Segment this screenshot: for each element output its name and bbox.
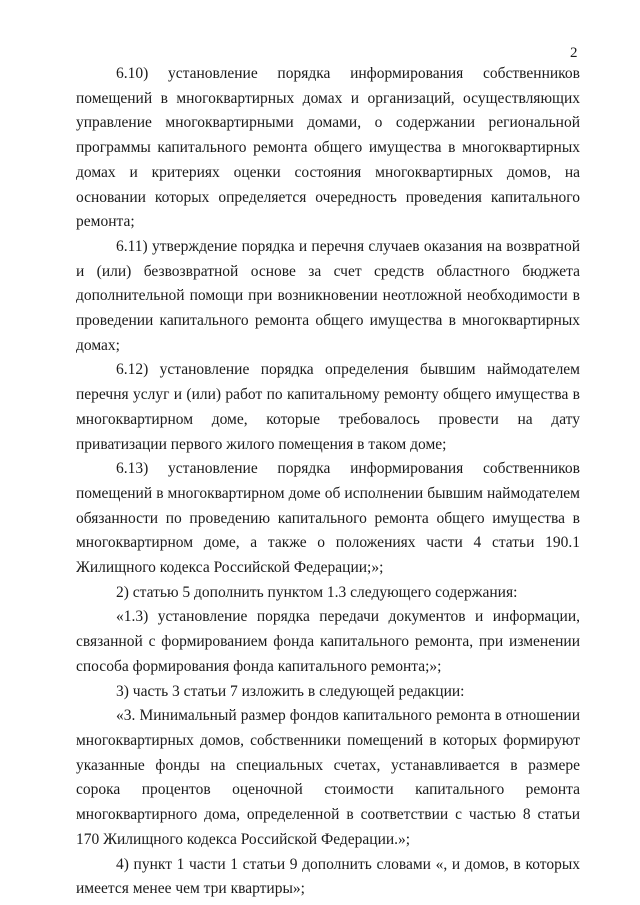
paragraph-6-12: 6.12) установление порядка определения бывшим наймодателем перечня услуг и (или) работ по капитальному ремонту общего имущества в многоквартирном доме, которые требовалось провести на дату приватизации первого жилого помещения в таком доме; [76, 361, 580, 453]
paragraph-item-2: 2) статью 5 дополнить пунктом 1.3 следующего содержания: [116, 583, 518, 601]
paragraph-6-11: 6.11) утверждение порядка и перечня случаев оказания на возвратной и (или) безвозвратной основе за счет средств областного бюджета дополнительной помощи при возникновении неотложной необходимости в проведении капитального ремонта общего имущества в многоквартирных домах; [76, 237, 580, 354]
paragraph-6-13: 6.13) установление порядка информирования собственников помещений в многоквартирном доме об исполнении бывшим наймодателем обязанности по проведению капитального ремонта общего имущества в многоквартирном доме, а также о положениях части 4 статьи 190.1 Жилищного кодекса Российской Федерации;»; [76, 460, 580, 577]
paragraph-item-4: 4) пункт 1 части 1 статьи 9 дополнить словами «, и домов, в которых имеется менее чем три квартиры»; [76, 855, 580, 898]
paragraph-6-10: 6.10) установление порядка информирования собственников помещений в многоквартирных домах и организаций, осуществляющих управление многоквартирными домами, о содержании региональной программы капитального ремонта общего имущества в многоквартирных домах и критериях оценки состояния многоквартирных домов, на основании которых определяется очередность проведения капитального ремонта; [76, 65, 580, 231]
paragraph-part-3: «3. Минимальный размер фондов капитального ремонта в отношении многоквартирных домов, собственники помещений в которых формируют указанные фонды на специальных счетах, устанавливается в размере сорока процентов оценочной стоимости капитального ремонта многоквартирного дома, определенной в соответствии с частью 8 статьи 170 Жилищного кодекса Российской Федерации.»; [76, 707, 580, 848]
document-body [76, 62, 580, 902]
page-number: 2 [570, 45, 578, 61]
paragraph-item-3: 3) часть 3 статьи 7 изложить в следующей редакции: [116, 682, 465, 700]
paragraph-1-3: «1.3) установление порядка передачи документов и информации, связанной с формированием фонда капитального ремонта, при изменении способа формирования фонда капитального ремонта;»; [76, 608, 580, 675]
